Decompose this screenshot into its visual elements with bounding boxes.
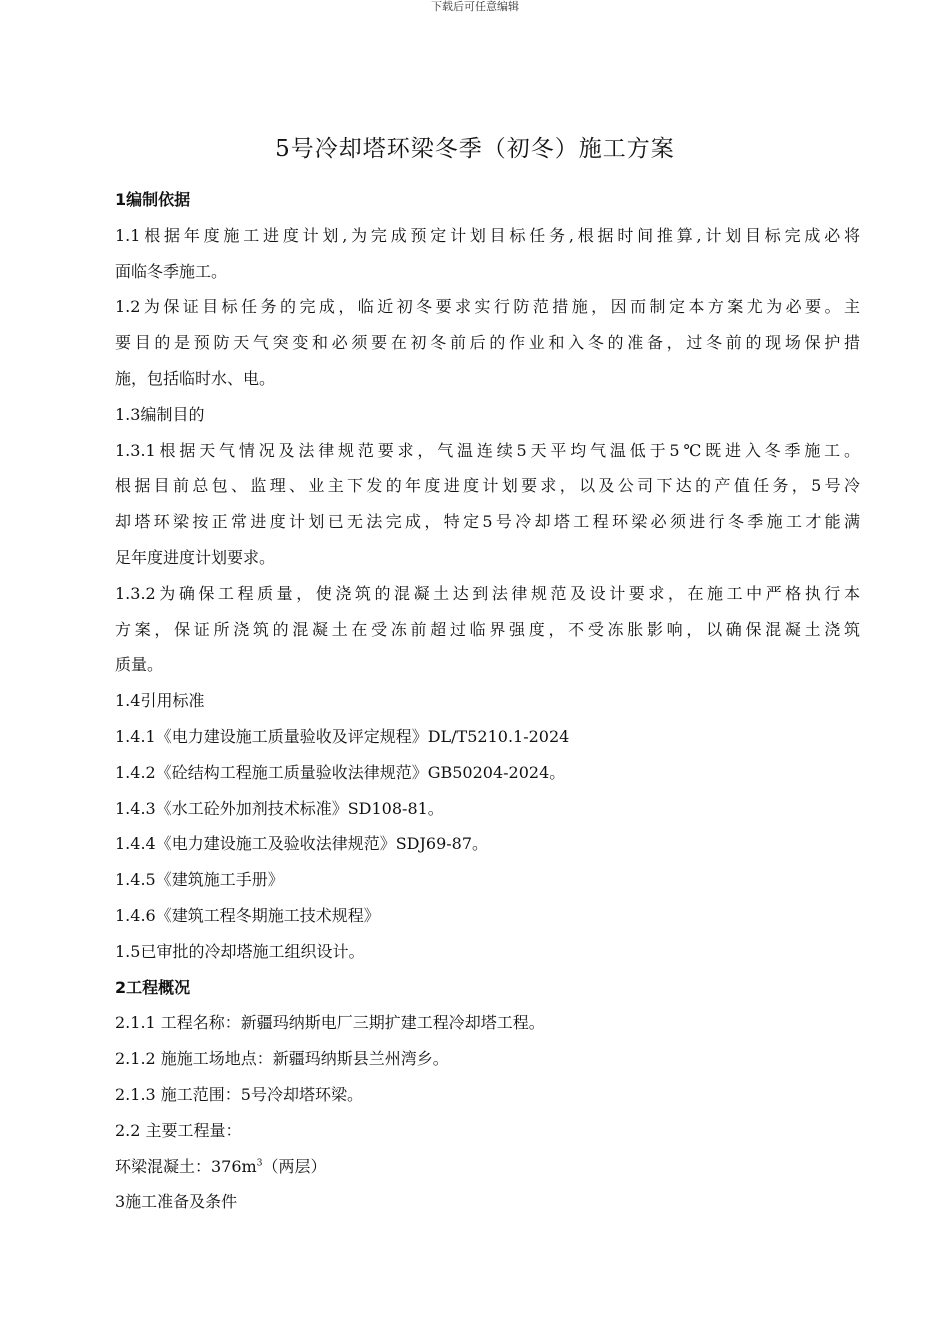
line-text: 1.4.3《水工砼外加剂技术标准》SD108-81。: [115, 798, 444, 818]
line-text: 2.2 主要工程量：: [115, 1120, 242, 1140]
text-line: [115, 289, 860, 325]
text-line: [115, 934, 860, 970]
line-text: 2工程概况: [115, 977, 191, 997]
text-line: [115, 1077, 860, 1113]
line-text: 却塔环梁按正常进度计划已无法完成，特定5号冷却塔工程环梁必须进行冬季施工才能满: [115, 512, 860, 532]
line-text: 1.3编制目的: [115, 404, 205, 424]
text-line: [115, 1149, 860, 1185]
text-line: [115, 254, 860, 290]
line-text: 2.1.1 工程名称：新疆玛纳斯电厂三期扩建工程冷却塔工程。: [115, 1013, 545, 1033]
text-line: [115, 361, 860, 397]
text-line: [115, 468, 860, 504]
text-line: [115, 1184, 860, 1220]
line-text: 足年度进度计划要求。: [115, 547, 276, 567]
line-text: 1.3.1根据天气情况及法律规范要求，气温连续5天平均气温低于5℃既进入冬季施工。: [115, 440, 860, 460]
text-line: [115, 898, 860, 934]
line-text: 1编制依据: [115, 190, 191, 209]
text-line: [115, 504, 860, 540]
text-line: [115, 397, 860, 433]
line-text: 1.4.1《电力建设施工质量验收及评定规程》DL/T5210.1-2024: [115, 726, 570, 746]
line-text: 2.1.3 施工范围：5号冷却塔环梁。: [115, 1084, 363, 1104]
text-line: [115, 647, 860, 683]
line-text: 1.5已审批的冷却塔施工组织设计。: [115, 941, 365, 961]
text-line: [115, 862, 860, 898]
line-text: 1.4.2《砼结构工程施工质量验收法律规范》GB50204-2024。: [115, 762, 566, 782]
line-text: 根据目前总包、监理、业主下发的年度进度计划要求，以及公司下达的产值任务，5号冷: [115, 476, 860, 496]
line-text: 1.2为保证目标任务的完成，临近初冬要求实行防范措施，因而制定本方案尤为必要。主: [115, 297, 860, 317]
text-line: [115, 719, 860, 755]
header-note: 下载后可任意编辑: [431, 0, 519, 13]
text-line: [115, 576, 860, 612]
line-text: 1.1根据年度施工进度计划,为完成预定计划目标任务,根据时间推算,计划目标完成必将: [115, 225, 860, 245]
line-text: 1.4.5《建筑施工手册》: [115, 870, 284, 890]
line-text: 环梁混凝土：376m: [115, 1156, 257, 1176]
text-line: [115, 755, 860, 791]
line-text: 1.3.2为确保工程质量，使浇筑的混凝土达到法律规范及设计要求，在施工中严格执行本: [115, 583, 860, 603]
line-text: 1.4.4《电力建设施工及验收法律规范》SDJ69-87。: [115, 834, 489, 854]
text-line: [115, 325, 860, 361]
text-line: [115, 791, 860, 827]
text-line: [115, 826, 860, 862]
line-text-after: （两层）: [262, 1156, 327, 1176]
line-text: 3施工准备及条件: [115, 1192, 238, 1212]
text-line: [115, 612, 860, 648]
line-text: 施，包括临时水、电。: [115, 368, 276, 388]
text-line: [115, 433, 860, 469]
text-line: [115, 540, 860, 576]
superscript: 3: [256, 1158, 263, 1169]
document-title: 5号冷却塔环梁冬季（初冬）施工方案: [275, 136, 675, 162]
line-text: 要目的是预防天气突变和必须要在初冬前后的作业和入冬的准备，过冬前的现场保护措: [115, 333, 860, 353]
line-text: 质量。: [115, 655, 164, 675]
line-text: 1.4引用标准: [115, 691, 205, 711]
text-line: [115, 218, 860, 254]
text-line: [115, 1113, 860, 1149]
line-text: 方案，保证所浇筑的混凝土在受冻前超过临界强度，不受冻胀影响，以确保混凝土浇筑: [115, 619, 860, 639]
line-text: 面临冬季施工。: [115, 261, 228, 281]
line-text: 1.4.6《建筑工程冬期施工技术规程》: [115, 905, 380, 925]
section-heading: [115, 970, 860, 1006]
document-body: [115, 182, 860, 1220]
section-heading: [115, 182, 860, 218]
line-text: 2.1.2 施施工场地点：新疆玛纳斯县兰州湾乡。: [115, 1049, 449, 1069]
text-line: [115, 1005, 860, 1041]
text-line: [115, 683, 860, 719]
text-line: [115, 1041, 860, 1077]
